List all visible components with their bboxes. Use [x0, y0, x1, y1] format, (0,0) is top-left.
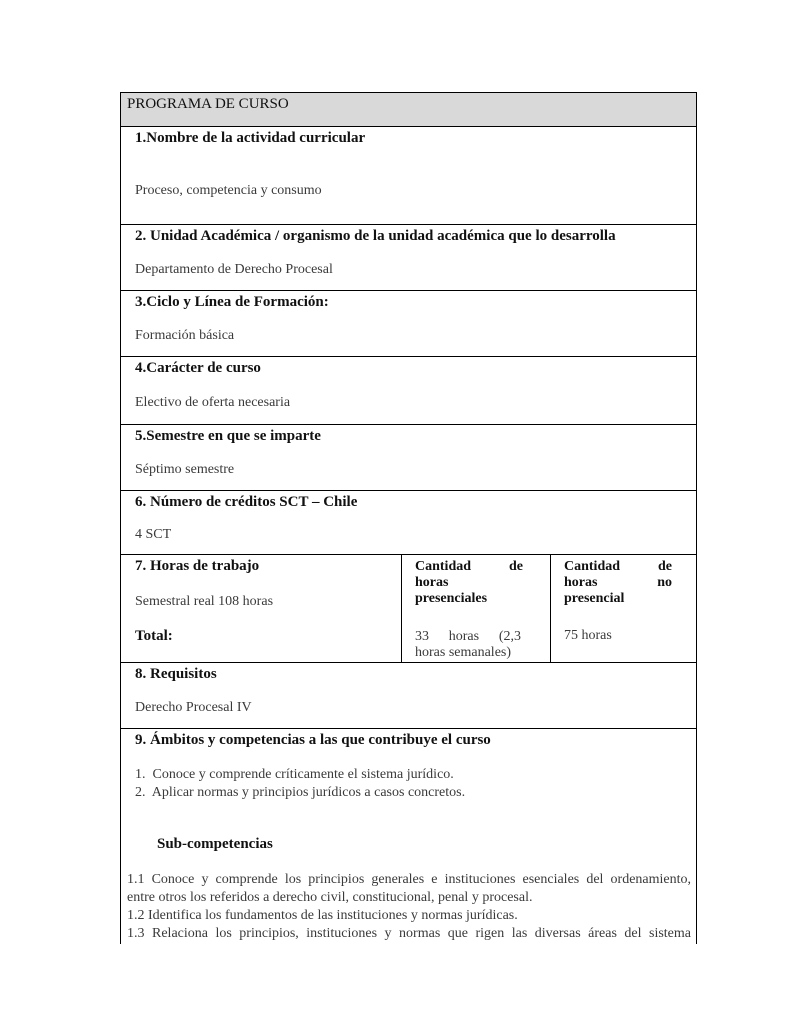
section-4-value: Electivo de oferta necesaria — [135, 395, 291, 410]
section-1-heading: 1.Nombre de la actividad curricular — [135, 130, 366, 146]
sub-competencies-heading: Sub-competencias — [157, 836, 273, 852]
nonpresential-value: 75 horas — [564, 628, 612, 643]
sub-competency-line: 1.3 Relaciona los principios, instituciones y normas que rigen las diversas áreas del sistema — [127, 926, 691, 941]
sub-competencies-text — [127, 871, 691, 943]
section-6-value: 4 SCT — [135, 527, 172, 542]
section-course-type — [121, 357, 696, 425]
competency-text: Conoce y comprende críticamente el sistema jurídico. — [152, 767, 454, 782]
section-6-heading: 6. Número de créditos SCT – Chile — [135, 494, 358, 510]
presential-header-line3: presenciales — [415, 591, 488, 606]
sub-competency-line: 1.1 Conoce y comprende los principios generales e instituciones esenciales del ordenamiento, — [127, 872, 691, 887]
section-8-value: Derecho Procesal IV — [135, 700, 252, 715]
presential-value-line2: horas semanales) — [415, 645, 512, 660]
sub-competency-line: entre otros los referidos a derecho civil, constitucional, penal y procesal. — [127, 890, 533, 905]
nonpresential-header-line3: presencial — [564, 591, 625, 606]
competency-item — [135, 767, 454, 783]
section-academic-unit — [121, 225, 696, 291]
section-semester — [121, 425, 696, 491]
nonpresential-header-line1: Cantidad de — [564, 559, 672, 574]
section-8-heading: 8. Requisitos — [135, 666, 217, 682]
section-5-heading: 5.Semestre en que se imparte — [135, 428, 321, 444]
section-competencies — [121, 729, 696, 944]
section-2-value: Departamento de Derecho Procesal — [135, 262, 333, 277]
presential-header-line1: Cantidad de — [415, 559, 523, 574]
section-2-heading: 2. Unidad Académica / organismo de la unidad académica que lo desarrolla — [135, 228, 616, 244]
semestral-hours: Semestral real 108 horas — [135, 594, 274, 609]
section-1-value: Proceso, competencia y consumo — [135, 183, 322, 198]
presential-value-line1: 33 horas (2,3 — [415, 629, 521, 644]
col-divider-1 — [401, 555, 402, 662]
section-9-heading: 9. Ámbitos y competencias a las que contribuye el curso — [135, 732, 491, 748]
title-row — [121, 93, 696, 127]
presential-header-line2: horas — [415, 575, 449, 590]
section-3-heading: 3.Ciclo y Línea de Formación: — [135, 294, 329, 310]
program-title: PROGRAMA DE CURSO — [127, 96, 289, 112]
sub-competency-line: 1.2 Identifica los fundamentos de las instituciones y normas jurídicas. — [127, 908, 518, 923]
nonpresential-header-line2: horas no — [564, 575, 672, 590]
section-requirements — [121, 663, 696, 729]
section-5-value: Séptimo semestre — [135, 462, 235, 477]
col-divider-2 — [550, 555, 551, 662]
section-4-heading: 4.Carácter de curso — [135, 360, 261, 376]
section-cycle — [121, 291, 696, 357]
competency-number: 1. — [135, 767, 146, 782]
competency-number: 2. — [135, 785, 146, 800]
course-program-table — [120, 92, 697, 944]
section-credits — [121, 491, 696, 555]
section-activity-name — [121, 127, 696, 225]
section-work-hours — [121, 555, 696, 663]
competency-text: Aplicar normas y principios jurídicos a casos concretos. — [151, 785, 466, 800]
competency-item — [135, 785, 465, 801]
section-7-heading: 7. Horas de trabajo — [135, 558, 260, 574]
section-3-value: Formación básica — [135, 328, 235, 343]
total-label: Total: — [135, 628, 173, 644]
